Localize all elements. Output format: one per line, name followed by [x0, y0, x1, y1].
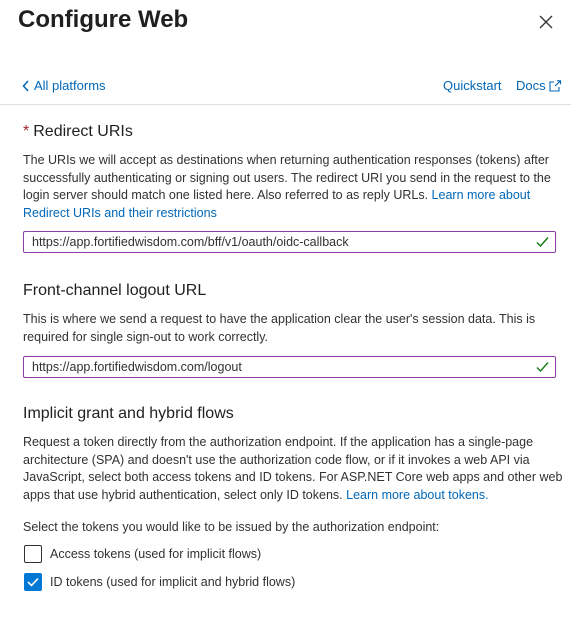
access-tokens-label: Access tokens (used for implicit flows) — [50, 547, 262, 561]
access-tokens-checkbox[interactable] — [24, 545, 42, 563]
redirect-uri-input[interactable] — [23, 231, 556, 253]
quickstart-link[interactable]: Quickstart — [443, 78, 502, 93]
id-tokens-option[interactable] — [24, 573, 295, 591]
redirect-learn-more-link[interactable]: Learn more about Redirect URIs and their restrictions — [23, 188, 531, 220]
docs-label: Docs — [516, 78, 546, 93]
implicit-grant-heading: Implicit grant and hybrid flows — [23, 405, 234, 422]
valid-check-icon — [536, 236, 549, 248]
id-tokens-label: ID tokens (used for implicit and hybrid flows) — [50, 575, 296, 589]
redirect-uris-description — [23, 152, 563, 222]
all-platforms-label: All platforms — [34, 78, 106, 93]
id-tokens-checkbox[interactable] — [24, 573, 42, 591]
implicit-grant-description — [23, 434, 563, 504]
external-link-icon — [548, 80, 562, 92]
panel-title: Configure Web — [18, 6, 189, 33]
logout-url-value: https://app.fortifiedwisdom.com/logout — [32, 360, 242, 374]
close-icon — [536, 12, 556, 32]
required-marker: * — [23, 123, 30, 140]
redirect-desc-text: The URIs we will accept as destinations when returning authentication responses (tokens) after successfully authenticating or signing out users. The redirect URI you send in the request to the login server should match one listed here. Also referred to as reply URLs. — [23, 153, 551, 202]
front-channel-logout-heading: Front-channel logout URL — [23, 282, 207, 299]
logout-url-input[interactable] — [23, 356, 556, 378]
access-tokens-option[interactable] — [24, 545, 261, 563]
redirect-uris-heading — [23, 123, 133, 141]
chevron-left-icon — [22, 80, 30, 92]
redirect-uri-value: https://app.fortifiedwisdom.com/bff/v1/oauth/oidc-callback — [32, 235, 349, 249]
all-platforms-link[interactable] — [22, 78, 106, 93]
valid-check-icon — [536, 361, 549, 373]
close-button[interactable] — [536, 12, 556, 32]
implicit-desc-text: Request a token directly from the authorization endpoint. If the application has a single-page architecture (SPA) and doesn't use the authorization code flow, or if it invokes a web API via JavaScript, select both access tokens and ID tokens. For ASP.NET Core web apps and other web apps that use hybrid authentication, select only ID tokens. — [23, 435, 563, 502]
tokens-learn-more-link[interactable]: Learn more about tokens. — [346, 487, 489, 502]
redirect-uris-title: Redirect URIs — [33, 123, 133, 140]
tokens-prompt: Select the tokens you would like to be issued by the authorization endpoint: — [23, 520, 440, 534]
checkmark-icon — [27, 577, 39, 587]
front-channel-logout-description: This is where we send a request to have the application clear the user's session data. This is required for single sign-out to work correctly. — [23, 312, 536, 344]
docs-link[interactable] — [516, 78, 562, 93]
header-divider — [0, 104, 571, 105]
